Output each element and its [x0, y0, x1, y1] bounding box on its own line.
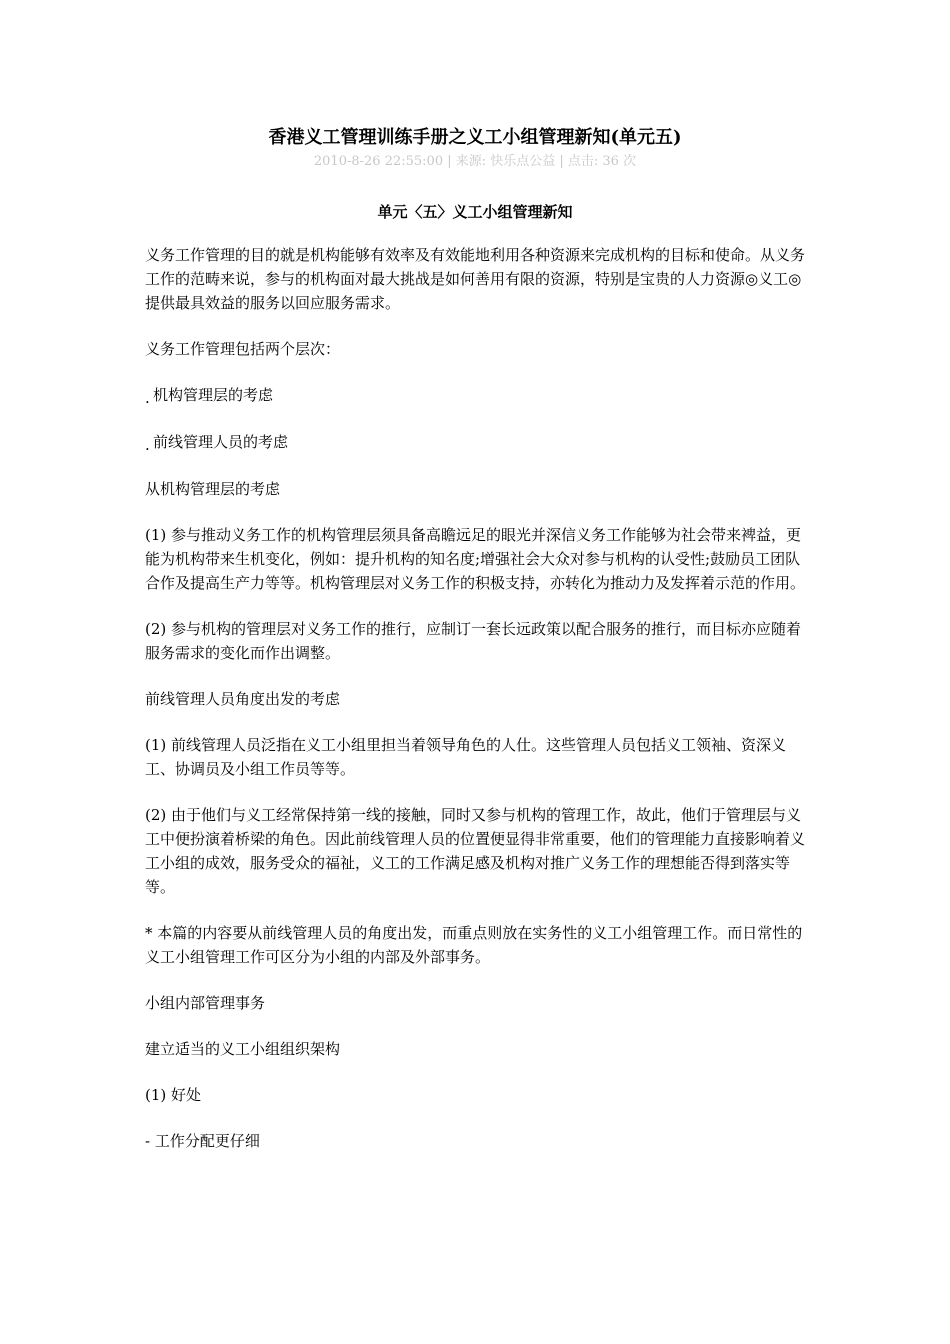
- paragraph: (1) 参与推动义务工作的机构管理层须具备高瞻远足的眼光并深信义务工作能够为社会带来裨益，更能为机构带来生机变化，例如：提升机构的知名度;增强社会大众对参与机构的认受性;鼓励员工团队合作及提高生产力等等。机构管理层对义务工作的积极支持，亦转化为推动力及发挥着示范的作用。: [145, 526, 806, 592]
- bullet-text: 机构管理层的考虑: [153, 386, 274, 404]
- document-meta: 2010-8-26 22:55:00 | 来源: 快乐点公益 | 点击: 36 次: [313, 154, 637, 169]
- list-item: - 工作分配更仔细: [145, 1132, 260, 1150]
- document-body: [145, 243, 810, 1175]
- paragraph: 义务工作管理的目的就是机构能够有效率及有效能地利用各种资源来完成机构的目标和使命。从义务工作的范畴来说，参与的机构面对最大挑战是如何善用有限的资源，特别是宝贵的人力资源◎义工◎提供最具效益的服务以回应服务需求。: [145, 246, 806, 312]
- subheading: 从机构管理层的考虑: [145, 480, 281, 498]
- paragraph: 义务工作管理包括两个层次：: [145, 340, 341, 358]
- subheading: 小组内部管理事务: [145, 994, 266, 1012]
- paragraph: (2) 由于他们与义工经常保持第一线的接触，同时又参与机构的管理工作，故此，他们于管理层与义工中便扮演着桥梁的角色。因此前线管理人员的位置便显得非常重要，他们的管理能力直接影响着义工小组的成效，服务受众的福祉，义工的工作满足感及机构对推广义务工作的理想能否得到落实等等。: [145, 806, 806, 896]
- bullet-item: [145, 383, 810, 407]
- bullet-dot: .: [145, 436, 150, 454]
- paragraph: (2) 参与机构的管理层对义务工作的推行，应制订一套长远政策以配合服务的推行，而目标亦应随着服务需求的变化而作出调整。: [145, 620, 802, 662]
- section-title: 单元〈五〉义工小组管理新知: [377, 203, 573, 221]
- list-heading: (1) 好处: [145, 1086, 202, 1104]
- bullet-item: [145, 430, 810, 454]
- bullet-dot: .: [145, 389, 150, 407]
- note-paragraph: * 本篇的内容要从前线管理人员的角度出发，而重点则放在实务性的义工小组管理工作。而日常性的义工小组管理工作可区分为小组的内部及外部事务。: [145, 924, 803, 966]
- subheading: 前线管理人员角度出发的考虑: [145, 690, 341, 708]
- subheading: 建立适当的义工小组组织架构: [145, 1040, 341, 1058]
- bullet-text: 前线管理人员的考虑: [153, 433, 289, 451]
- document-title: 香港义工管理训练手册之义工小组管理新知(单元五): [268, 127, 682, 148]
- paragraph: (1) 前线管理人员泛指在义工小组里担当着领导角色的人仕。这些管理人员包括义工领袖、资深义工、协调员及小组工作员等等。: [145, 736, 787, 778]
